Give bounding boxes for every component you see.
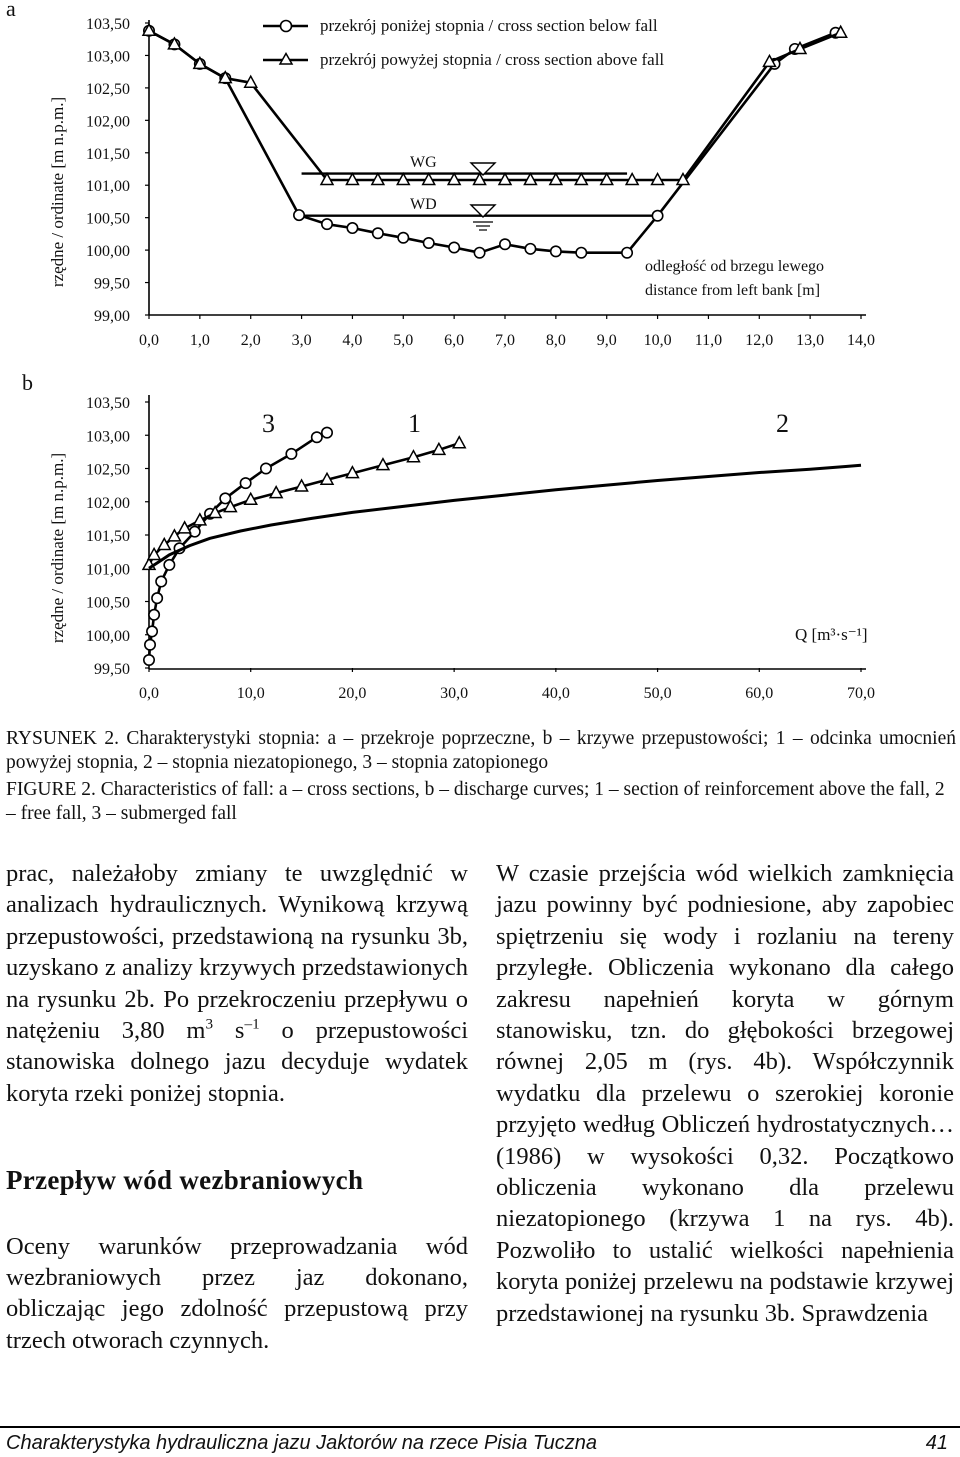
y-tick-label: 103,50 xyxy=(86,395,130,412)
y-tick-label: 99,00 xyxy=(94,308,130,325)
panel-b xyxy=(22,370,875,702)
data-point-circle xyxy=(322,219,332,229)
data-point-circle xyxy=(240,478,250,488)
x-tick-label: 6,0 xyxy=(444,332,465,349)
x-tick-label: 13,0 xyxy=(796,332,825,349)
y-tick-label: 100,00 xyxy=(86,243,130,261)
x-tick-label: 20,0 xyxy=(338,685,367,702)
y-tick-label: 103,50 xyxy=(86,16,130,33)
y-tick-label: 102,00 xyxy=(86,113,130,131)
left-column xyxy=(6,858,468,1356)
y-tick-label: 103,00 xyxy=(86,428,130,446)
series-line-b-2 xyxy=(149,465,861,568)
data-point-circle xyxy=(261,463,271,473)
section-heading: Przepływ wód wezbraniowych xyxy=(6,1165,364,1196)
x-tick-label: 50,0 xyxy=(643,685,672,702)
x-tick-label: 12,0 xyxy=(745,332,774,349)
figure-2 xyxy=(0,0,960,720)
x-tick-label: 10,0 xyxy=(643,332,672,349)
x-tick-label: 0,0 xyxy=(139,685,159,702)
x-tick-label: 70,0 xyxy=(847,685,875,702)
data-point-circle xyxy=(347,223,357,233)
data-point-circle xyxy=(147,626,157,636)
y-tick-label: 103,00 xyxy=(86,48,130,66)
footer-rule xyxy=(0,1426,960,1428)
x-tick-label: 0,0 xyxy=(139,332,159,349)
y-tick-label: 102,00 xyxy=(86,494,130,512)
x-tick-label: 1,0 xyxy=(189,332,210,349)
y-tick-label: 101,50 xyxy=(86,528,130,545)
panel-b-y-axis-title: rzędne / ordinate [m n.p.m.] xyxy=(48,452,67,644)
wd-label: WD xyxy=(410,196,437,213)
y-tick-label: 100,50 xyxy=(86,594,130,612)
data-point-circle xyxy=(149,610,159,620)
x-tick-label: 60,0 xyxy=(745,685,774,702)
data-point-triangle xyxy=(453,437,465,448)
y-tick-label: 100,00 xyxy=(86,627,130,645)
x-tick-label: 11,0 xyxy=(694,332,723,349)
panel-a-y-axis-title: rzędne / ordinate [m n.p.m.] xyxy=(48,96,67,288)
x-tick-label: 5,0 xyxy=(393,332,414,349)
panel-a-x-axis-title-pl: odległość od brzegu lewego xyxy=(645,258,825,275)
x-tick-label: 10,0 xyxy=(236,685,265,702)
data-point-circle xyxy=(652,211,662,221)
panel-a-x-axis-title-en: distance from left bank [m] xyxy=(645,282,821,299)
panel-b-label: b xyxy=(22,370,33,395)
figure-caption-en: FIGURE 2. Characteristics of fall: a – cross sections, b – discharge curves; 1 – section of reinforcement above the fall, 2 – free fall, 3 – submerged fall xyxy=(6,779,945,824)
data-point-circle xyxy=(622,248,632,258)
y-tick-label: 101,00 xyxy=(86,178,130,196)
water-level-markers xyxy=(410,154,495,230)
y-tick-label: 99,50 xyxy=(94,661,130,678)
x-tick-label: 2,0 xyxy=(240,332,261,349)
y-tick-label: 101,50 xyxy=(86,145,130,163)
panel-a xyxy=(6,0,875,349)
data-point-circle xyxy=(286,449,296,459)
data-point-circle xyxy=(525,244,535,254)
data-point-circle xyxy=(190,526,200,536)
data-point-circle xyxy=(576,248,586,258)
left-paragraph-1: prac, należałoby zmiany te uwzględnić w analizach hydraulicznych. Wynikową krzywą przepustowości, przedstawioną na rysunku 3b, uzyskano z analizy krzywych przedstawionych na rysunku 2b. Po przekroczeniu przepływu o natężeniu 3,80 $m^3$ $s^{-1}$ o przepustowości stanowiska dolnego jazu decyduje wydatek koryta rzeki poniżej stopnia. xyxy=(6,860,468,1107)
y-tick-label: 101,00 xyxy=(86,561,130,579)
x-tick-label: 9,0 xyxy=(596,332,617,349)
data-point-circle xyxy=(424,238,434,248)
x-tick-label: 3,0 xyxy=(291,332,312,349)
page-number: 41 xyxy=(925,1432,948,1454)
y-tick-label: 102,50 xyxy=(86,461,130,479)
data-point-circle xyxy=(312,432,322,442)
data-point-circle xyxy=(294,210,304,220)
data-point-circle xyxy=(152,593,162,603)
x-tick-label: 8,0 xyxy=(545,332,566,349)
x-tick-label: 4,0 xyxy=(342,332,363,349)
data-point-circle xyxy=(449,242,459,252)
left-paragraph-2: Oceny warunków przeprowadzania wód wezbraniowych przez jaz dokonano, obliczając jego zdolność przepustową przy trzech otworach czynnych. xyxy=(6,1232,468,1354)
data-point-circle xyxy=(500,239,510,249)
data-point-circle xyxy=(164,560,174,570)
figure-caption-pl: RYSUNEK 2. Charakterystyki stopnia: a – przekroje poprzeczne, b – krzywe przepustowości; 1 – odcinka umocnień powyżej stopnia, 2 – stopnia niezatopionego, 3 – stopnia zatopionego xyxy=(6,728,956,773)
curve-label-3: 3 xyxy=(262,409,275,438)
curve-label-1: 1 xyxy=(408,409,421,438)
curve-label-2: 2 xyxy=(776,409,789,438)
legend-circle-marker xyxy=(281,21,292,32)
data-point-circle xyxy=(145,640,155,650)
right-column xyxy=(496,858,954,1329)
data-point-circle xyxy=(398,233,408,243)
data-point-circle xyxy=(373,228,383,238)
y-tick-label: 102,50 xyxy=(86,80,130,98)
panel-b-x-axis-title: Q [m³·s⁻¹] xyxy=(795,625,868,644)
data-point-circle xyxy=(551,246,561,256)
data-point-circle xyxy=(474,248,484,258)
y-tick-label: 100,50 xyxy=(86,210,130,228)
data-point-circle xyxy=(322,427,332,437)
wg-label: WG xyxy=(410,154,437,171)
x-tick-label: 14,0 xyxy=(847,332,875,349)
legend-label-above: przekrój powyżej stopnia / cross section above fall xyxy=(320,50,665,69)
legend-label-below: przekrój poniżej stopnia / cross section below fall xyxy=(320,16,658,35)
x-tick-label: 30,0 xyxy=(440,685,469,702)
footer-title: Charakterystyka hydrauliczna jazu Jaktorów na rzece Pisia Tuczna xyxy=(6,1432,597,1454)
right-paragraph-1: W czasie przejścia wód wielkich zamknięcia jazu powinny być podniesione, aby zapobiec spiętrzeniu się wody i rozlaniu na tereny przyległe. Obliczenia wykonano dla całego zakresu napełnień koryta w górnym stanowisku, tzn. do głębokości brzegowej równej 2,05 m (rys. 4b). Współczynnik wydatku dla przelewu o szerokiej koronie przyjęto według Obliczeń hydrostatycznych… (1986) w wysokości 0,32. Początkowo obliczenia wykonano dla przelewu niezatopionego (krzywa 1 na rys. 4b). Pozwoliło to ustalić wielkości napełnienia koryta poniżej przelewu na podstawie krzywej przedstawionej na rysunku 3b. Sprawdzenia xyxy=(496,860,954,1327)
data-point-circle xyxy=(156,576,166,586)
panel-a-label: a xyxy=(6,0,16,21)
x-tick-label: 7,0 xyxy=(495,332,515,349)
panel-a-legend xyxy=(263,16,664,69)
data-point-circle xyxy=(144,655,154,665)
x-tick-label: 40,0 xyxy=(541,685,570,702)
y-tick-label: 99,50 xyxy=(94,275,130,293)
